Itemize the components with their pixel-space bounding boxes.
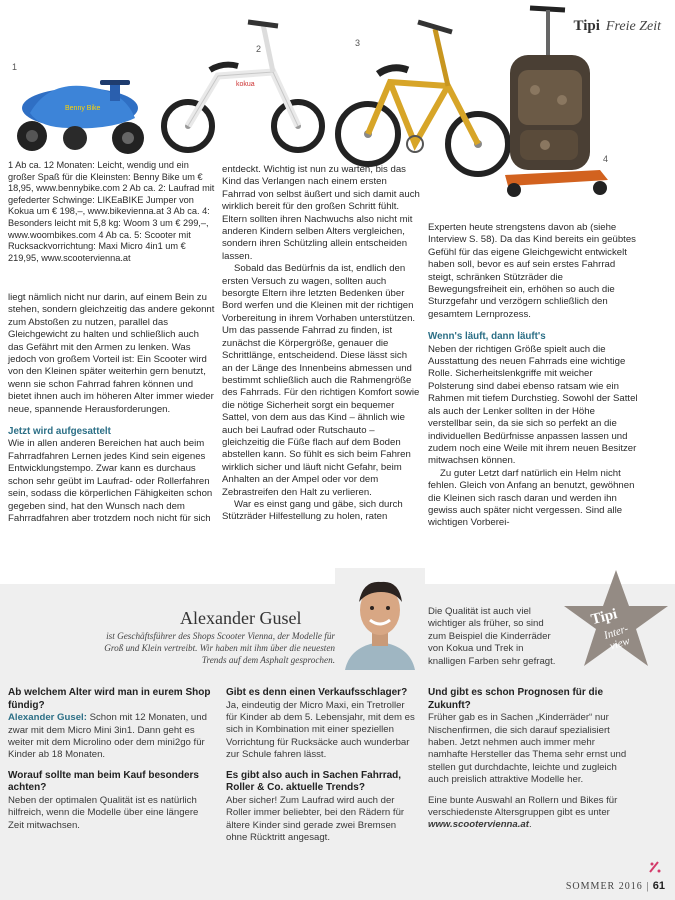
- interviewee-bio: ist Geschäftsführer des Shops Scooter Vienna, der Modelle für Groß und Klein vertreibt. Wir haben mit ihm über die neuesten Trends auf dem Asphalt gesprochen.: [104, 631, 335, 666]
- interview-question: Gibt es denn einen Verkaufsschlager?: [226, 687, 408, 698]
- page-number: 61: [652, 880, 665, 892]
- article-paragraph: Sobald das Bedürfnis da ist, endlich den ersten Versuch zu wagen, sollten auch besorgte Eltern ihre letzten Bedenken über Bord werfen und die Kleinen mit der richtigen Vorbereitung in ihrem Vorhaben unterstützen. Um das passende Fahrrad zu finden, ist zunächst die Körpergröße, genauer die Schrittlänge, entscheidend. Diese lässt sich an der Länge des Innenbeins abmessen und bestimmt schließlich auch die Rahmengröße des Fahrrads. Für den richtigen Komfort sowie die nötige Sicherheit sorgt ein bequemer Sattel, von dem aus das Kind – ähnlich wie auch bei Laufrad oder Rutschauto – gleichzeitig die Füße flach auf dem Boden abstellen kann. So fühlt es sich beim Fahren wirklich sicher und läuft nicht Gefahr, beim Anhalten an der Ampel oder vor dem Zebrastreifen den Halt zu verlieren.: [222, 263, 420, 498]
- subheading: Jetzt wird aufgesattelt: [8, 426, 111, 438]
- product-number-3: 3: [355, 38, 361, 48]
- interview-question: Es gibt also auch in Sachen Fahrrad, Roller & Co. aktuelle Trends?: [226, 769, 402, 794]
- svg-text:kokua: kokua: [236, 81, 255, 88]
- qa-item: [226, 687, 416, 762]
- magazine-brand: Tipi: [573, 18, 600, 34]
- closing-text: Eine bunte Auswahl an Rollern und Bikes für verschiedenste Altersgruppen gibt es unter: [428, 794, 618, 819]
- interview-answer: Neben der optimalen Qualität ist es natürlich hilfreich, wenn die Modelle über eine längere Zeit mitwachsen.: [8, 795, 199, 831]
- interviewee-portrait: [335, 568, 425, 670]
- product-number-4: 4: [603, 154, 609, 164]
- article-paragraph: War es einst gang und gäbe, sich durch Stützräder Hilfestellung zu holen, raten: [222, 498, 403, 523]
- interview-star-badge: [560, 568, 672, 676]
- closing-link[interactable]: www.scootervienna.at: [428, 819, 529, 831]
- footer-divider: |: [646, 881, 653, 892]
- interview-answer: Aber sicher! Zum Laufrad wird auch der Roller immer beliebter, bei den Rädern für ältere Kinder sind gerade zwei Bremsen ohne Rücktritt angesagt.: [226, 794, 405, 844]
- speaker-name: Alexander Gusel:: [8, 712, 87, 724]
- qa-item: [428, 687, 633, 787]
- closing-end: .: [528, 819, 532, 831]
- interview-column-3: [428, 687, 633, 832]
- section-title: Freie Zeit: [605, 19, 661, 34]
- product-number-1: 1: [12, 62, 18, 72]
- article-paragraph: Experten heute strengstens davon ab (siehe Interview S. 58). Da das Kind bereits ein geübtes Gefühl für das eigene Gleichgewicht entwickelt haben soll, bevor es auf sein erstes Fahrrad steigt, schränken Stützräder die Bewegungsfreiheit ein, erhöhen so auch die Sturzgefahr und verzögern schließlich den gesamtem Lernprozess.: [428, 222, 636, 320]
- qa-item: [8, 687, 213, 762]
- svg-text:Benny Bike: Benny Bike: [65, 105, 101, 112]
- answer-text: Schon mit 12 Monaten, und zwar mit dem Micro Mini 3in1. Dann geht es weiter mit dem Microlino oder dem mini2go für Kinder ab 18 Monaten.: [8, 712, 207, 761]
- badge-brand-text: Tipi: [589, 606, 619, 629]
- article-column-2: [222, 164, 420, 524]
- interview-column-2: [226, 687, 416, 852]
- interview-question: Worauf sollte man beim Kauf besonders achten?: [8, 769, 199, 794]
- issue-label: SOMMER 2016: [565, 881, 643, 892]
- product-number-2: 2: [256, 44, 262, 54]
- qa-item: [226, 770, 416, 845]
- product-image-ride-on: [10, 68, 145, 158]
- article-paragraph: entdeckt. Wichtig ist nun zu warten, bis das Kind das Verlangen nach einem ersten Fahrrad von selbst äußert und sich damit auch wirklich bereit für den großen Schritt fühlt. Eltern sollten ihren Nachwuchs also nicht mit anderen Kindern selben Alters vergleichen, sondern ihren Schützling allein entscheiden lassen.: [222, 164, 420, 262]
- interview-closing: [428, 795, 633, 832]
- interview-answer-continuation: Die Qualität ist auch viel wichtiger als früher, so sind zum Beispiel die Kinderräder von Kokua und Trek in knalligen Farben sehr gefragt.: [428, 606, 556, 667]
- article-column-3: [428, 222, 640, 530]
- article-column-1: [8, 292, 216, 525]
- product-image-balance-bike: [148, 14, 328, 154]
- interview-answer: Ja, eindeutig der Micro Maxi, ein Tretroller für Kinder ab dem 5. Lebensjahr, mit dem es sich in Kombination mit einer speziellen Vorrichtung für Rucksäcke auch wunderbar zur Schule fahren lässt.: [226, 699, 415, 761]
- decorative-slash-icon: [648, 860, 662, 874]
- article-paragraph: Wie in allen anderen Bereichen hat auch beim Fahrradfahren Lernen jedes Kind sein eigenes Entwicklungstempo. Zwar kann es durchaus schon sehr geübt im Laufrad- oder Rollerfahren sein, sodass die körperlichen Fähigkeiten schon gegeben sind, hat den Wunsch nach dem Fahrradfahren aber trotzdem noch nicht für sich: [8, 438, 213, 524]
- interviewee-name: Alexander Gusel: [180, 608, 302, 628]
- article-paragraph: Neben der richtigen Größe spielt auch die Ausstattung des neuen Fahrrads eine wichtige Rolle. Sicherheitslenkgriffe mit weicher Polsterung sind dabei ebenso ratsam wie ein Rahmen mit tiefem Durchstieg. Sowohl der Sattel als auch der Lenker sollten in der Höhe verstellbar sein, da sie sich so perfekt an die individuellen Bedürfnisse anpassen lassen und zudem noch eine Weile mit ihrem neuen Besitzer mitwachsen können.: [428, 343, 638, 467]
- subheading: Wenn's läuft, dann läuft's: [428, 331, 546, 343]
- product-caption: 1 Ab ca. 12 Monaten: Leicht, wendig und ein großer Spaß für die Kleinsten: Benny Bike um € 18,95, www.bennybike.com 2 Ab ca. 2: Laufrad mit gefederter Schwinge: LIKEaBIKE Jumper von Kokua um € 198,–, www.bikevienna.at 3 Ab ca. 4: Besonders leicht mit 5,8 kg: Woom 3 um € 299,–, www.woombikes.com 4 Ab ca. 5: Scooter mit Rucksackvorrichtung: Maxi Micro 4in1 um € 219,95, www.scootervienna.at: [8, 160, 215, 263]
- page-footer: [566, 880, 665, 892]
- article-paragraph: Zu guter Letzt darf natürlich ein Helm nicht fehlen. Gleich von Anfang an benutzt, gewöhnen die Kleinen sich rasch daran und werden ihn gewiss auch später nicht vergessen. Sind alle wichtigen Vorberei-: [428, 467, 635, 529]
- interview-answer: Früher gab es in Sachen „Kinderräder“ nur Nischenfirmen, die sich darauf spezialisiert haben. Jetzt nehmen auch immer mehr namhafte Hersteller das Thema sehr ernst und stellen gut durchdachte, leichte und zugleich auch preislich attraktive Modelle her.: [428, 712, 627, 786]
- interview-column-1: [8, 687, 213, 840]
- interview-answer: [8, 712, 213, 762]
- product-image-scooter-backpack: [500, 0, 615, 200]
- qa-item: [8, 770, 213, 832]
- badge-label: Inter-view: [602, 622, 632, 653]
- interview-question: Und gibt es schon Prognosen für die Zukunft?: [428, 687, 604, 711]
- interview-question: Ab welchem Alter wird man in eurem Shop fündig?: [8, 687, 211, 711]
- article-paragraph: liegt nämlich nicht nur darin, auf einem Bein zu stehen, sondern gleichzeitig das andere gekonnt zum Abstoßen zu nutzen, parallel das Gleichgewicht zu halten und schließlich auch das Gefährt mit den Armen zu lenken. Was jedoch von großem Vorteil ist: Ein Scooter wird von den Kleinen später weiterhin gern benutzt, wenn sie schon Fahrrad fahren können und bietet ihnen auch im höheren Alter immer wieder neue, spannende Herausforderungen.: [8, 292, 215, 415]
